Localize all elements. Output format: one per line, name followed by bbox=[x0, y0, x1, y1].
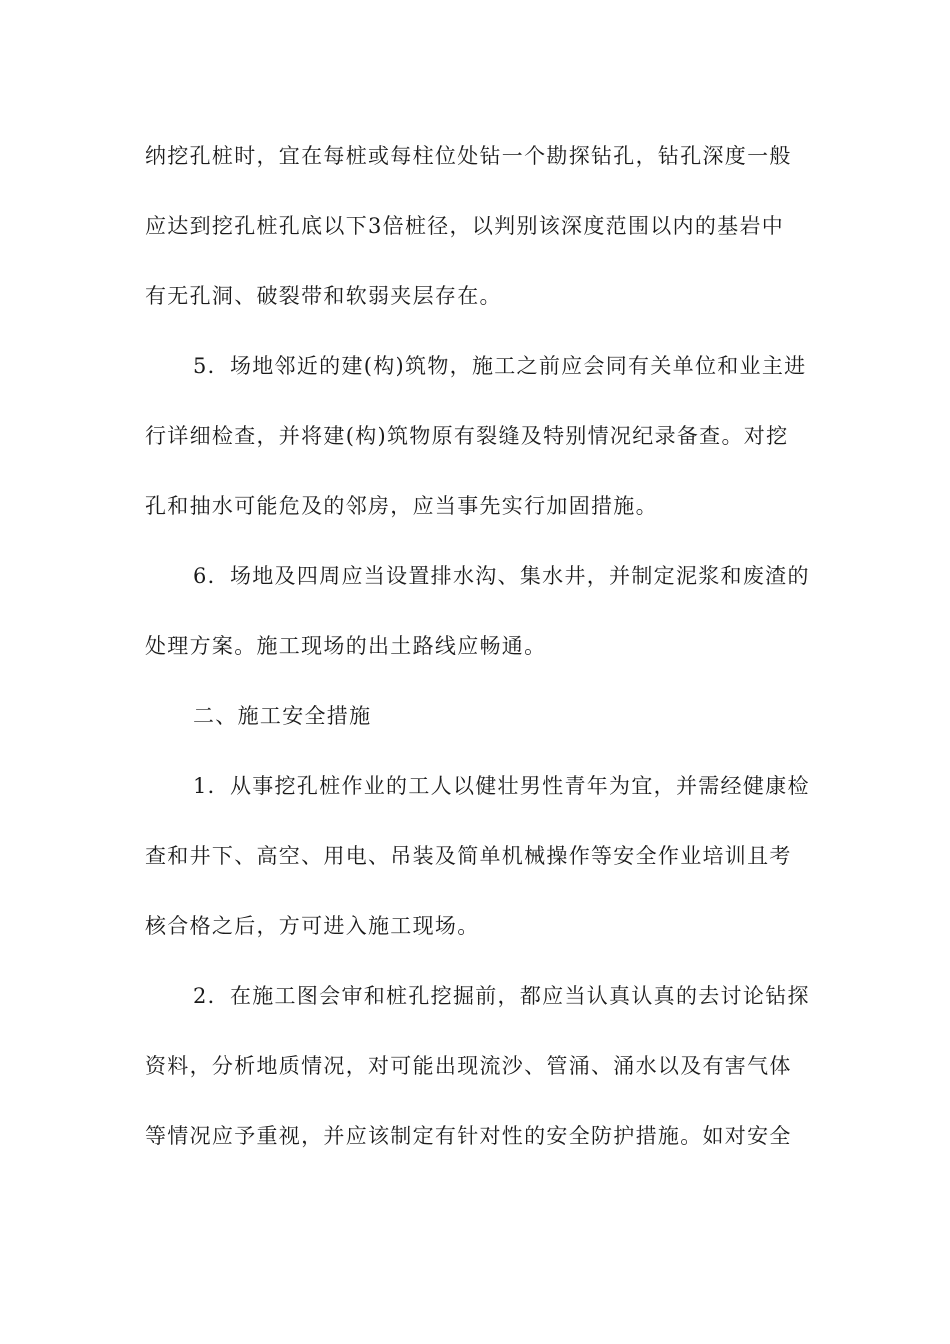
text-line: 查和井下、高空、用电、吊装及简单机械操作等安全作业培训且考 bbox=[145, 844, 792, 868]
text-line: 5．场地邻近的建(构)筑物，施工之前应会同有关单位和业主进 bbox=[193, 354, 807, 378]
text-line: 2．在施工图会审和桩孔挖掘前，都应当认真认真的去讨论钻探 bbox=[193, 984, 810, 1008]
text-line: 纳挖孔桩时，宜在每桩或每柱位处钻一个勘探钻孔，钻孔深度一般 bbox=[145, 144, 792, 168]
text-line: 1．从事挖孔桩作业的工人以健壮男性青年为宜，并需经健康检 bbox=[193, 774, 810, 798]
text-line: 6．场地及四周应当设置排水沟、集水井，并制定泥浆和废渣的 bbox=[193, 564, 810, 588]
text-line: 资料，分析地质情况，对可能出现流沙、管涌、涌水以及有害气体 bbox=[145, 1054, 792, 1078]
text-line: 应达到挖孔桩孔底以下3倍桩径，以判别该深度范围以内的基岩中 bbox=[145, 214, 785, 238]
text-line: 孔和抽水可能危及的邻房，应当事先实行加固措施。 bbox=[145, 494, 658, 518]
text-line: 行详细检查，并将建(构)筑物原有裂缝及特别情况纪录备查。对挖 bbox=[145, 424, 789, 448]
text-line: 有无孔洞、破裂带和软弱夹层存在。 bbox=[145, 284, 502, 308]
section-heading: 二、施工安全措施 bbox=[193, 704, 372, 728]
text-line: 处理方案。施工现场的出土路线应畅通。 bbox=[145, 634, 547, 658]
text-line: 等情况应予重视，并应该制定有针对性的安全防护措施。如对安全 bbox=[145, 1124, 792, 1148]
document-body bbox=[145, 128, 810, 1178]
text-line: 核合格之后，方可进入施工现场。 bbox=[145, 914, 480, 938]
